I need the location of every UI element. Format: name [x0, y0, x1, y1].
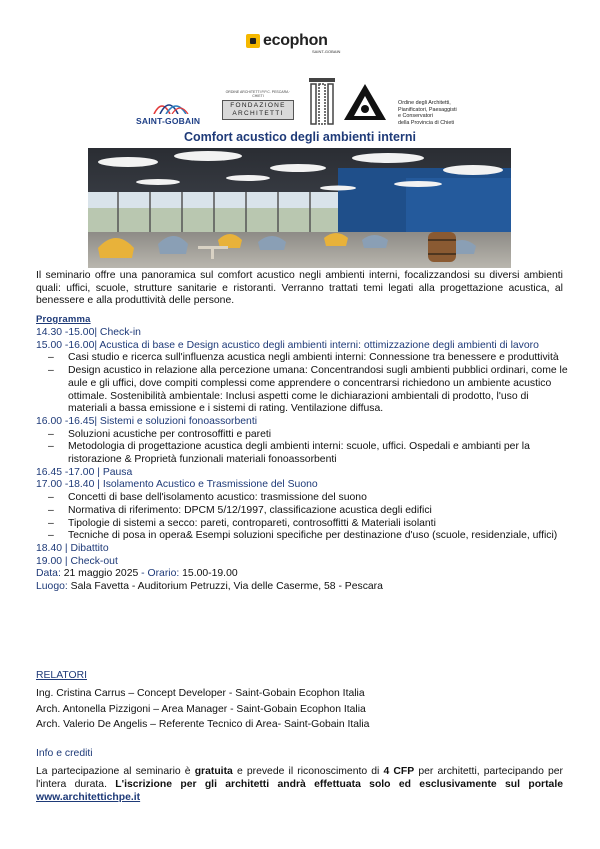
slot-dibattito: 18.40 | Dibattito — [36, 542, 109, 554]
slot-checkout: 19.00 | Check-out — [36, 555, 118, 567]
saint-gobain-text: SAINT-GOBAIN — [136, 116, 201, 126]
ecophon-subtitle: SAINT-GOBAIN — [312, 49, 341, 54]
slot-pausa: 16.45 -17.00 | Pausa — [36, 466, 133, 478]
intro-paragraph: Il seminario offre una panoramica sul comfort acustico negli ambienti interni, focalizzandosi su diversi ambienti quali: uffici, scuole, strutture sanitarie e ristoranti. Verranno trattati temi legati alla progettazione acustica, al benessere e alla produttività delle persone. — [36, 270, 563, 306]
bullet-item: – Soluzioni acustiche per controsoffitti e pareti — [36, 429, 568, 442]
ecophon-mark-icon — [246, 34, 260, 48]
ordine-pillars-icon — [308, 76, 336, 126]
partner-logos — [136, 74, 466, 130]
ecophon-wordmark: ecophon — [263, 32, 328, 49]
saint-gobain-arches-icon — [152, 96, 190, 114]
ordine-architetti-chieti-text: Ordine degli Architetti, Pianificatori, Paesaggisti e Conservatori della Provincia di Chieti — [398, 100, 457, 126]
bullet-item: – Casi studio e ricerca sull'influenza acustica negli ambienti interni: Connessione tra benessere e produttività — [36, 352, 568, 365]
slot-sistemi-fonoassorbenti: 16.00 -16.45| Sistemi e soluzioni fonoassorbenti — [36, 415, 258, 427]
bullet-item: – Tipologie di sistemi a secco: pareti, contropareti, controsoffitti & Materiali isolanti — [36, 518, 568, 531]
bullet-item: – Metodologia di progettazione acustica degli ambienti interni: scuole, uffici. Ospedali e ambianti per la ristorazione & Proprietà funzionali materiali fonoassorbenti — [36, 441, 568, 466]
event-date-time: Data: 21 maggio 2025 - Orario: 15.00-19.00 — [36, 568, 238, 580]
bullet-item: – Tecniche di posa in opera& Esempi soluzioni specifiche per destinazione d'uso (scuole, residenziale, uffici) — [36, 530, 568, 543]
slot-acustica-base: 15.00 -16.00| Acustica di base e Design acustico degli ambienti interni: ottimizzazione degli ambienti di lavoro — [36, 339, 539, 351]
speaker-item: Arch. Valerio De Angelis – Referente Tecnico di Area- Saint-Gobain Italia — [36, 719, 370, 730]
slot-checkin: 14.30 -15.00| Check-in — [36, 327, 141, 338]
programma-heading: Programma — [36, 314, 91, 325]
info-crediti-paragraph: La partecipazione al seminario è gratuita e prevede il riconoscimento di 4 CFP per architetti, partecipando per l'intera durata. L'iscrizione per gli architetti andrà effettuata solo ed esclusivamente sul portale www.architettichpe.it — [36, 766, 563, 803]
relatori-list — [36, 686, 369, 733]
fondazione-architetti-logo — [222, 90, 294, 120]
speaker-item: Arch. Antonella Pizzigoni – Area Manager - Saint-Gobain Ecophon Italia — [36, 703, 366, 715]
fondazione-top-text: ORDINE ARCHITETTI P.P.C. PESCARA · CHIETI — [225, 90, 291, 98]
slot-isolamento-acustico: 17.00 -18.40 | Isolamento Acustico e Trasmissione del Suono — [36, 479, 318, 491]
event-location: Luogo: Sala Favetta - Auditorium Petruzzi, Via delle Caserme, 58 - Pescara — [36, 581, 383, 593]
event-time: 15.00-19.00 — [182, 568, 238, 580]
programma-list — [36, 327, 568, 594]
relatori-heading: RELATORI — [36, 670, 88, 681]
fondazione-text: FONDAZIONE ARCHITETTI — [222, 100, 294, 120]
bullet-item: – Design acustico in relazione alla percezione umana: Concentrandosi sugli ambienti pubblici ordinari, come le aule e gli uffici, dove compiti complessi come apprendere o concentrarsi richiedono un ambiente acustico ottimale. Sostenibilità ambientale: Inclusi aspetti come le dichiarazioni ambientali di prodotto, l'uso di materiali a bassa emissione e i sistemi di rating. Ventilazione diffusa. — [36, 365, 568, 416]
saint-gobain-logo — [136, 96, 206, 126]
page-title: Comfort acustico degli ambienti interni — [184, 130, 416, 144]
event-date: 21 maggio 2025 — [63, 568, 139, 580]
ecophon-logo — [246, 32, 328, 50]
bullet-item: – Normativa di riferimento: DPCM 5/12/1997, classificazione acustica degli edifici — [36, 505, 568, 518]
interior-photo — [88, 148, 511, 268]
portal-link[interactable]: www.architettichpe.it — [36, 791, 141, 803]
speaker-item: Ing. Cristina Carrus – Concept Developer - Saint-Gobain Ecophon Italia — [36, 688, 365, 699]
bullet-item: – Concetti di base dell'isolamento acustico: trasmissione del suono — [36, 492, 568, 505]
info-crediti-heading: Info e crediti — [36, 748, 93, 759]
ordine-triangle-icon — [342, 82, 388, 122]
